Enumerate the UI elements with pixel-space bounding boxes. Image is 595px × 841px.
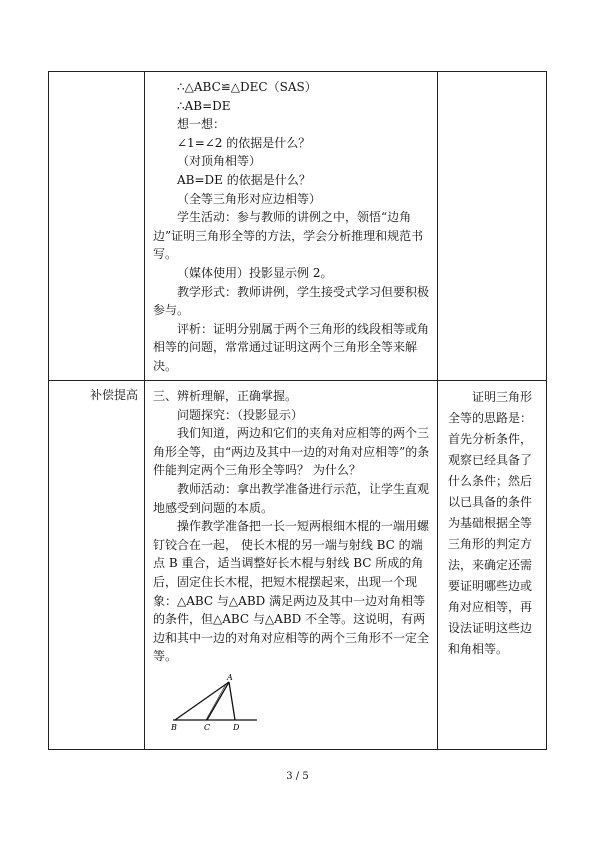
table-row xyxy=(49,381,547,750)
text-line: 想一想： xyxy=(177,117,226,132)
text-paragraph: （媒体使用）投影显示例 2。 xyxy=(177,265,333,280)
text-paragraph: 操作教学准备把一长一短两根细木棍的一端用螺钉铰合在一起， 使长木棍的另一端与射线 BC 的端点 B 重合，适当调整好长木棍与射线 BC 所成的角后，固定住长木棍，把短木棍摆起来，出现一个现象：△ABC 与△ABD 满足两边及其中一边对角相等的条件，但△ABC 与△ABD 不全等。这说明，有两边和其中一边的对角对应相等的两个三角形不一定全等。 xyxy=(153,519,430,664)
row1-right-cell xyxy=(438,72,547,381)
text-line: （对顶角相等） xyxy=(177,154,262,169)
stick-shadow-line xyxy=(206,684,226,720)
segment-ac-line xyxy=(207,682,229,720)
label-a: A xyxy=(227,672,233,682)
text-line: 问题探究：（投影显示） xyxy=(177,407,304,422)
row1-content-cell xyxy=(145,72,438,381)
text-line: （全等三角形对应边相等） xyxy=(177,191,322,206)
text-paragraph: 教师活动：拿出教学准备进行示范，让学生直观地感受到问题的本质。 xyxy=(153,481,430,515)
page-number: 3 / 5 xyxy=(286,771,309,782)
label-b: B xyxy=(171,722,177,732)
triangle-figure xyxy=(169,670,279,732)
text-paragraph: 学生活动：参与教师的讲例之中，领悟“边角边”证明三角形全等的方法，学会分析推理和规范书写。 xyxy=(153,210,424,262)
lesson-plan-table xyxy=(48,71,547,750)
text-paragraph: 我们知道，两边和它们的夹角对应相等的两个三角形全等，由“两边及其中一边的对角对应相等”的条件能判定两个三角形全等吗？ 为什么？ xyxy=(153,426,430,478)
text-line: ∠1=∠2 的依据是什么？ xyxy=(177,135,311,150)
text-line: AB=DE 的依据是什么？ xyxy=(177,172,311,187)
row2-note-cell xyxy=(438,381,547,750)
text-paragraph: 教学形式：教师讲例，学生接受式学习但要积极参与。 xyxy=(153,284,430,318)
label-c: C xyxy=(204,722,211,732)
label-d: D xyxy=(233,722,240,732)
row1-left-cell xyxy=(49,72,145,381)
note-text: 证明三角形全等的思路是：首先分析条件，观察已经具备了什么条件；然后以已具备的条件为基础根据全等三角形的判定方法，来确定还需要证明哪些边或角对应相等，再设法证明这些边和角相等。 xyxy=(448,390,533,656)
text-line: ∴AB=DE xyxy=(177,98,231,113)
row2-content-cell xyxy=(145,381,438,750)
text-line: ∴△ABC≌△DEC（SAS） xyxy=(177,80,317,94)
text-paragraph: 评析：证明分别属于两个三角形的线段相等或角相等的问题，常常通过证明这两个三角形全等来解决。 xyxy=(153,321,430,373)
row2-label-cell: 补偿提高 xyxy=(49,381,145,750)
table-row xyxy=(49,72,547,381)
section-heading: 三、辨析理解，正确掌握。 xyxy=(153,389,298,403)
segment-ab-line xyxy=(175,682,229,720)
segment-ad-line xyxy=(229,682,235,720)
